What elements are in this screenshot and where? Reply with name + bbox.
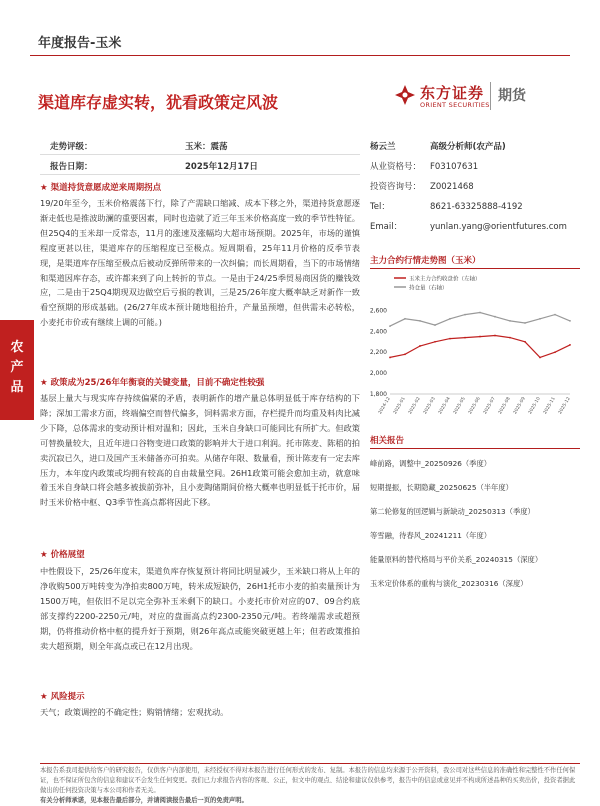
section-heading-text: 价格展望 — [50, 550, 85, 560]
series-point — [434, 341, 436, 343]
x-tick-label: 2025-11 — [542, 396, 557, 416]
series-point — [494, 335, 496, 337]
section-paragraph: 中性假设下，25/26年度末，渠道负库存恢复预计将同比明显减少，玉米缺口将从上年的净收购500万吨转变为净拍卖800万吨，转米成短缺仍，26H1托市小麦的拍卖量预计为1500万吨，但依旧不足以完全弥补玉米剩下的缺口。小麦托市价对应的07、09合约底部支撑约2200-2250元/吨，对应的盘面高点约2300-2350元/吨。若终端需求或超预期，仍将推动价格中枢的提升好于预期，则26年高点或能突破更越上年；但若政策推拍卖大超预期，则全年高点或已在12月出现。 — [40, 566, 360, 651]
series-point — [569, 344, 571, 346]
doc-type-label: 年度报告-玉米 — [38, 36, 122, 51]
orient-logo-icon — [394, 84, 416, 106]
brand-divider — [490, 82, 491, 110]
rating-label: 走势评级： — [50, 142, 93, 152]
chart-title-rule — [370, 268, 580, 269]
x-tick-label: 2025-07 — [482, 396, 497, 416]
analyst-name-row — [370, 140, 580, 152]
series-line — [390, 336, 570, 358]
x-tick-label: 2025-08 — [497, 396, 512, 416]
series-point — [569, 320, 571, 322]
section-paragraph: 19/20年至今，玉米价格震荡下行，除了产需缺口缩减、成本下移之外，渠道持货意愿逐渐走低也是推波助澜的重要因素，同时也造就了近三年玉米价格高度一致的季节性特征。但25Q4的玉米却一反常态，11月的涨速及涨幅均大超市场预期。2025年，市场的谨慎程度更甚以往，渠道库存的压缩程度已至极点。短周期看，25年11月价格的反季节表现，是渠道库存压缩至极点后被动反弹所带来的一次纠偏；而长周期看，当下的市场情绪和渠道因库存态，或许都来到了向上转折的节点。一是由于24/25季贸易商因货的赚钱效应，二是由于25Q4期现双边做空后亏损的教训，三是25/26年度大概率缺乏对新作一致看空预期的形成基础。(26/27年成本预计随地租抬升，产量虽预增，但供需未必转松，小麦托市价或有继续上调的可能。) — [40, 198, 360, 328]
date-value: 2025年12月17日 — [185, 162, 258, 172]
series-point — [539, 357, 541, 359]
y-tick-label: 1,800 — [369, 391, 387, 398]
analyst-info-value: F03107631 — [430, 162, 479, 172]
analyst-info-row — [370, 180, 580, 192]
x-tick-label: 2025-12 — [557, 396, 572, 416]
analyst-info-label: 投资咨询号： — [370, 182, 422, 192]
series-point — [524, 341, 526, 343]
y-tick-label: 2,200 — [369, 349, 387, 357]
section-heading — [40, 548, 85, 560]
brand-en-name: ORIENT SECURITIES — [420, 101, 490, 109]
series-point — [524, 322, 526, 324]
analyst-info-value: 8621-63325888-4192 — [430, 202, 523, 212]
price-chart — [364, 270, 580, 420]
series-point — [509, 320, 511, 322]
series-point — [419, 345, 421, 347]
footer-disclaimer — [40, 766, 580, 806]
series-point — [539, 318, 541, 320]
section-heading-text: 风险提示 — [50, 692, 85, 702]
related-reports-rule — [370, 448, 580, 449]
analyst-info-label: Email： — [370, 222, 403, 232]
report-title: 渠道库存虚实转，犹看政策定风波 — [38, 93, 279, 112]
star-icon: ★ — [40, 550, 48, 560]
section-heading-text: 政策成为25/26年年衡衰的关键变量，目前不确定性较强 — [50, 378, 265, 388]
analyst-info-row — [370, 160, 580, 172]
category-label: 农产品 — [10, 340, 24, 395]
report-header — [30, 18, 570, 56]
analyst-email-link[interactable]: yunlan.yang@orientfutures.com — [430, 222, 567, 232]
series-point — [449, 318, 451, 320]
related-reports-title: 相关报告 — [370, 436, 405, 446]
x-tick-label: 2025-01 — [392, 396, 407, 416]
brand-futures-label: 期货 — [498, 88, 526, 104]
section-heading — [40, 376, 264, 388]
series-point — [449, 338, 451, 340]
star-icon: ★ — [40, 183, 48, 193]
section-heading — [40, 690, 85, 702]
x-tick-label: 2025-09 — [512, 396, 527, 416]
related-report-link[interactable]: 等雪融，待春风_20241211（年度） — [370, 531, 492, 540]
legend-label: 持仓量（右轴） — [409, 285, 448, 292]
related-report-link[interactable]: 第二轮修复的回逻辑与新缺动_20250313（季度） — [370, 507, 535, 516]
x-tick-label: 2025-04 — [437, 396, 452, 416]
related-report-link[interactable]: 峰前路，调整中_20250926（季度） — [370, 459, 492, 468]
series-point — [479, 336, 481, 338]
disclaimer-note: 有关分析师承诺，见本报告最后部分，并请阅读报告最后一页的免责声明。 — [40, 797, 248, 804]
x-tick-label: 2025-02 — [407, 396, 422, 416]
related-report-link[interactable]: 短期提振，长期隐藏_20250625（半年度） — [370, 483, 513, 492]
footer-rule — [40, 763, 580, 764]
x-tick-label: 2025-10 — [527, 396, 542, 416]
series-point — [464, 314, 466, 316]
meta-divider — [40, 174, 360, 175]
series-point — [434, 324, 436, 326]
section-heading-text: 渠道持货意愿成逆来周期拐点 — [50, 183, 162, 193]
analyst-info-row[interactable] — [370, 220, 580, 232]
series-point — [479, 312, 481, 314]
related-report-link[interactable]: 玉米定价体系的重构与演化_20230316（深度） — [370, 579, 528, 588]
series-point — [509, 337, 511, 339]
x-tick-label: 2025-03 — [422, 396, 437, 416]
x-tick-label: 2024-12 — [377, 396, 392, 416]
analyst-name: 杨云兰 — [370, 142, 396, 152]
analyst-title: 高级分析师(农产品) — [430, 142, 506, 152]
analyst-info-label: 从业资格号： — [370, 162, 422, 172]
brand-cn-name: 东方证券 — [420, 84, 485, 102]
analyst-info-row — [370, 200, 580, 212]
y-tick-label: 2,600 — [369, 307, 387, 315]
meta-divider — [40, 154, 360, 155]
category-side-tab — [0, 320, 34, 420]
analyst-info-label: Tel： — [370, 202, 390, 212]
series-point — [389, 357, 391, 359]
section-paragraph: 天气；政策调控的不确定性；购销情绪；宏观扰动。 — [40, 707, 229, 717]
series-point — [554, 314, 556, 316]
series-point — [464, 337, 466, 339]
x-tick-label: 2025-06 — [467, 396, 482, 416]
x-tick-label: 2025-05 — [452, 396, 467, 416]
series-point — [554, 351, 556, 353]
series-point — [494, 316, 496, 318]
section-paragraph: 基层上量大与现实库存持续偏紧的矛盾，表明新作的增产量总体明显低于库存结构的下降；深加工需求方面，终端偏空而替代偏多，饲料需求方面，存栏提升而均重及料肉比减少下降，总体需求的变动预计相对温和；因此，玉米自身缺口可能同比有所扩大。但政策可替换量较大，且近年进口谷物变进口政策的影响并大于进口利润。托市陈麦、陈稻的拍卖沉寂已久，进口及国产玉米储备亦可拍卖。从储存年限、数量看，预计陈麦有一定去库压力，本年度内政策或均拥有较高的自由裁量空间。26H1政策可能会愈加主动，就意味着玉米自身缺口将会越多被拔前弥补，且小麦陶储期间价格大概率也明显低于托市价，届时玉米价格中枢、Q3季节性高点都将因此下移。 — [40, 393, 360, 508]
disclaimer-text: 本报告系我司提供给客户的研究报告，仅供客户内部使用，未经授权不得对本报告进行任何形式的发布、复制。本报告的信息均来源于公开资料，我公司对这些信息的准确性和完整性不作任何保证，也不保证所包含的信息和建议不会发生任何变更。我们已力求报告内容的客观、公正，但文中的观点、结论和建议仅供参考，报告中的信息或意见并不构成所述品种的买卖出价，投资者据此做出的任何投资决策与本公司和作者无关。 — [40, 767, 576, 794]
series-point — [404, 353, 406, 355]
series-point — [389, 325, 391, 327]
date-label: 报告日期： — [50, 162, 93, 172]
brand-logo — [394, 80, 574, 120]
y-tick-label: 2,400 — [369, 328, 387, 336]
y-tick-label: 2,000 — [369, 370, 387, 378]
analyst-info-value: Z0021468 — [430, 182, 474, 192]
series-point — [419, 320, 421, 322]
chart-title: 主力合约行情走势图（玉米） — [370, 256, 481, 266]
star-icon: ★ — [40, 378, 48, 388]
series-point — [404, 318, 406, 320]
section-heading — [40, 181, 161, 193]
star-icon: ★ — [40, 692, 48, 702]
rating-value: 玉米：震荡 — [185, 142, 228, 152]
legend-label: 玉米主力合约收盘价（左轴） — [409, 276, 481, 283]
related-report-link[interactable]: 能量原料的替代格局与平价关系_20240315（深度） — [370, 555, 543, 564]
series-line — [390, 313, 570, 327]
